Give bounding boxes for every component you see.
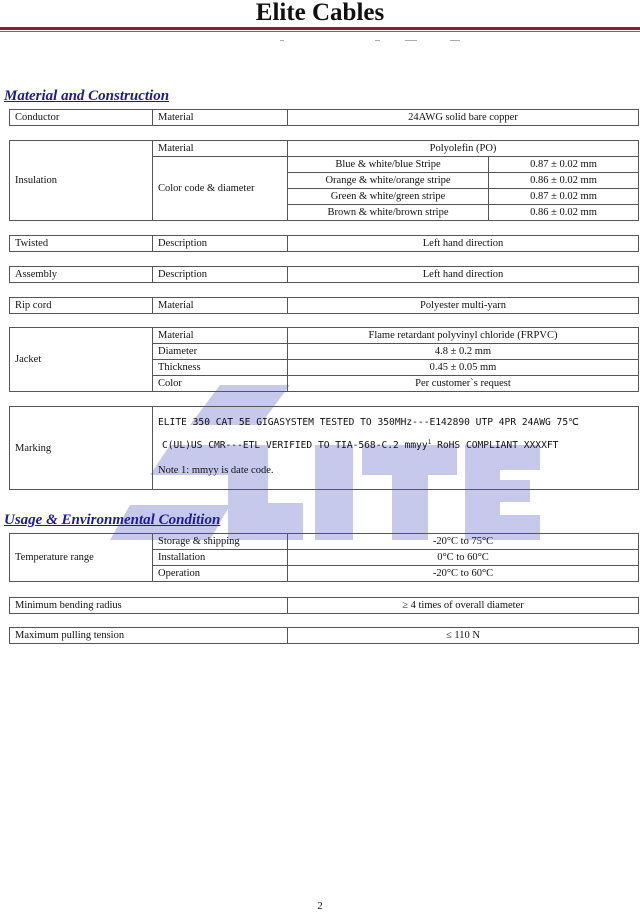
pulling-name: Maximum pulling tension (10, 628, 288, 644)
table-row (10, 628, 639, 644)
temperature-row-value: -20°C to 75°C (288, 534, 639, 550)
table-row (10, 328, 639, 344)
jacket-table (9, 327, 639, 392)
conductor-label: Material (153, 110, 288, 126)
twisted-label: Description (153, 236, 288, 252)
marking-content (153, 407, 639, 490)
header-rule (0, 27, 640, 30)
table-row (10, 407, 639, 490)
conductor-value: 24AWG solid bare copper (288, 110, 639, 126)
pair-color: Green & white/green stripe (288, 189, 489, 205)
marking-line-2 (158, 433, 633, 456)
assembly-name: Assembly (10, 267, 153, 283)
ripcord-label: Material (153, 298, 288, 314)
jacket-row-value: 0.45 ± 0.05 mm (288, 360, 639, 376)
assembly-value: Left hand direction (288, 267, 639, 283)
pulling-table (9, 627, 639, 644)
jacket-row-label: Color (153, 376, 288, 392)
temperature-row-label: Installation (153, 550, 288, 566)
marking-line-2-text: C(UL)US CMR---ETL VERIFIED TO TIA-568-C.2 mmyy (162, 440, 428, 452)
insulation-table (9, 140, 639, 221)
table-row (10, 534, 639, 550)
temperature-table (9, 533, 639, 582)
page-header (0, 0, 640, 34)
pair-color: Brown & white/brown stripe (288, 205, 489, 221)
page-number: 2 (317, 900, 323, 912)
temperature-row-value: 0°C to 60°C (288, 550, 639, 566)
twisted-name: Twisted (10, 236, 153, 252)
temperature-row-label: Storage & shipping (153, 534, 288, 550)
insulation-color-label: Color code & diameter (153, 157, 288, 221)
conductor-name: Conductor (10, 110, 153, 126)
jacket-row-value: 4.8 ± 0.2 mm (288, 344, 639, 360)
jacket-row-label: Diameter (153, 344, 288, 360)
section-heading-material-construction: Material and Construction (4, 88, 170, 104)
temperature-name: Temperature range (10, 534, 153, 582)
marking-name: Marking (10, 407, 153, 490)
pair-diameter: 0.86 ± 0.02 mm (489, 205, 639, 221)
ripcord-name: Rip cord (10, 298, 153, 314)
insulation-material-value: Polyolefin (PO) (288, 141, 639, 157)
pair-diameter: 0.86 ± 0.02 mm (489, 173, 639, 189)
table-row (10, 236, 639, 252)
insulation-name: Insulation (10, 141, 153, 221)
jacket-row-value: Per customer`s request (288, 376, 639, 392)
marking-line-2-end: RoHS COMPLIANT XXXXFT (431, 440, 559, 452)
pair-color: Orange & white/orange stripe (288, 173, 489, 189)
twisted-table (9, 235, 639, 252)
section-heading-usage-environmental: Usage & Environmental Condition (4, 512, 221, 528)
conductor-table (9, 109, 639, 126)
jacket-row-label: Material (153, 328, 288, 344)
company-title: Elite Cables (255, 0, 385, 26)
table-row (10, 598, 639, 614)
jacket-row-label: Thickness (153, 360, 288, 376)
assembly-table (9, 266, 639, 283)
ripcord-value: Polyester multi-yarn (288, 298, 639, 314)
header-rule-thin (0, 31, 640, 32)
marking-table (9, 406, 639, 490)
insulation-material-label: Material (153, 141, 288, 157)
pair-diameter: 0.87 ± 0.02 mm (489, 157, 639, 173)
table-row (10, 267, 639, 283)
twisted-value: Left hand direction (288, 236, 639, 252)
marking-line-1: ELITE 350 CAT 5E GIGASYSTEM TESTED TO 350MHz---E142890 UTP 4PR 24AWG 75℃ (158, 417, 579, 428)
ripcord-table (9, 297, 639, 314)
bending-value: ≥ 4 times of overall diameter (288, 598, 639, 614)
scan-specks (280, 40, 480, 44)
marking-note: Note 1: mmyy is date code. (158, 465, 274, 477)
jacket-name: Jacket (10, 328, 153, 392)
table-row (10, 141, 639, 157)
pair-color: Blue & white/blue Stripe (288, 157, 489, 173)
bending-table (9, 597, 639, 614)
assembly-label: Description (153, 267, 288, 283)
temperature-row-label: Operation (153, 566, 288, 582)
table-row (10, 110, 639, 126)
pair-diameter: 0.87 ± 0.02 mm (489, 189, 639, 205)
temperature-row-value: -20°C to 60°C (288, 566, 639, 582)
jacket-row-value: Flame retardant polyvinyl chloride (FRPVC) (288, 328, 639, 344)
marking-footnote-ref: 1 (427, 439, 432, 446)
table-row (10, 298, 639, 314)
pulling-value: ≤ 110 N (288, 628, 639, 644)
bending-name: Minimum bending radius (10, 598, 288, 614)
